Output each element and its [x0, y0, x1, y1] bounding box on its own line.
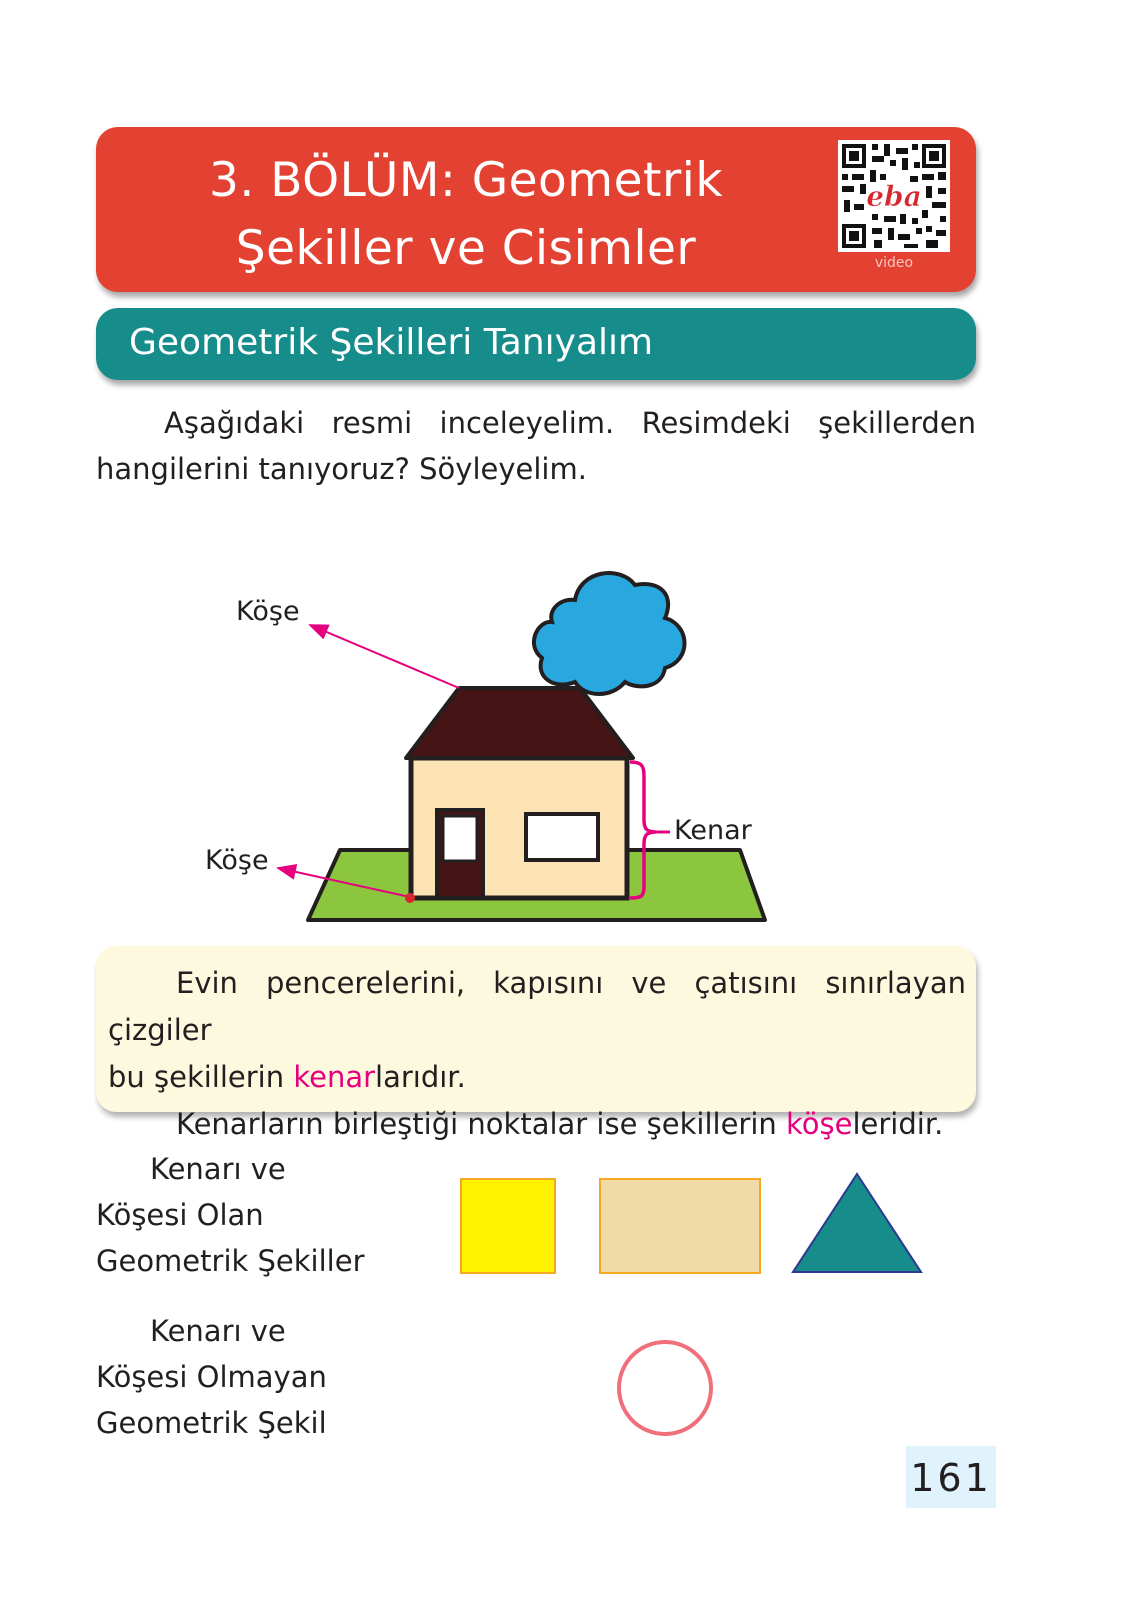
definition-line2 — [108, 1054, 966, 1101]
text-segment: leridir. — [852, 1107, 944, 1141]
text-segment: Kenarların birleştiği noktalar ise şekillerin — [176, 1107, 786, 1141]
label-line: Geometrik Şekiller — [96, 1244, 365, 1278]
definition-text — [108, 960, 966, 1148]
label-line: Geometrik Şekil — [96, 1406, 327, 1440]
square-shape — [460, 1178, 556, 1274]
corner-dot — [405, 893, 415, 903]
door-window — [443, 816, 477, 861]
definition-box — [96, 946, 976, 1141]
group-label-without-corners — [96, 1308, 436, 1446]
text-segment: larıdır. — [375, 1060, 466, 1094]
label-edge: Kenar — [674, 815, 752, 846]
chapter-title — [96, 147, 836, 283]
chapter-title-line1: 3. BÖLÜM: Geometrik — [208, 153, 724, 208]
rectangle-shape — [599, 1178, 761, 1274]
label-line: Kenarı ve — [150, 1152, 286, 1186]
roof-shape — [406, 688, 633, 758]
window-shape — [526, 814, 598, 860]
chapter-title-line2: Şekiller ve Cisimler — [235, 221, 697, 276]
qr-caption: video — [874, 255, 914, 271]
cloud-icon — [534, 573, 685, 694]
arrow-top-corner — [310, 625, 459, 688]
section-banner — [96, 308, 976, 380]
highlight-kenar: kenar — [293, 1060, 376, 1094]
label-corner-bottom: Köşe — [205, 845, 269, 876]
label-line: Köşesi Olmayan — [96, 1360, 327, 1394]
svg-text:eba: eba — [866, 180, 922, 213]
page-number: 161 — [906, 1446, 996, 1508]
group-label-with-corners — [96, 1146, 436, 1284]
house-illustration — [200, 540, 770, 934]
label-corner-top: Köşe — [236, 596, 300, 627]
triangle-shape — [790, 1172, 924, 1278]
definition-line1: Evin pencerelerini, kapısını ve çatısını sınırlayan çizgiler — [108, 966, 966, 1047]
circle-shape — [615, 1338, 715, 1442]
highlight-kose: köşe — [786, 1107, 853, 1141]
chapter-banner — [96, 127, 976, 292]
section-title: Geometrik Şekilleri Tanıyalım — [129, 322, 654, 363]
intro-paragraph: Aşağıdaki resmi inceleyelim. Resimdeki şekillerden hangilerini tanıyoruz? Söyleyelim. — [96, 406, 976, 486]
qr-code-icon[interactable] — [838, 140, 950, 252]
label-line: Köşesi Olan — [96, 1198, 264, 1232]
definition-line3 — [108, 1101, 966, 1148]
label-line: Kenarı ve — [150, 1314, 286, 1348]
text-segment: bu şekillerin — [108, 1060, 294, 1094]
